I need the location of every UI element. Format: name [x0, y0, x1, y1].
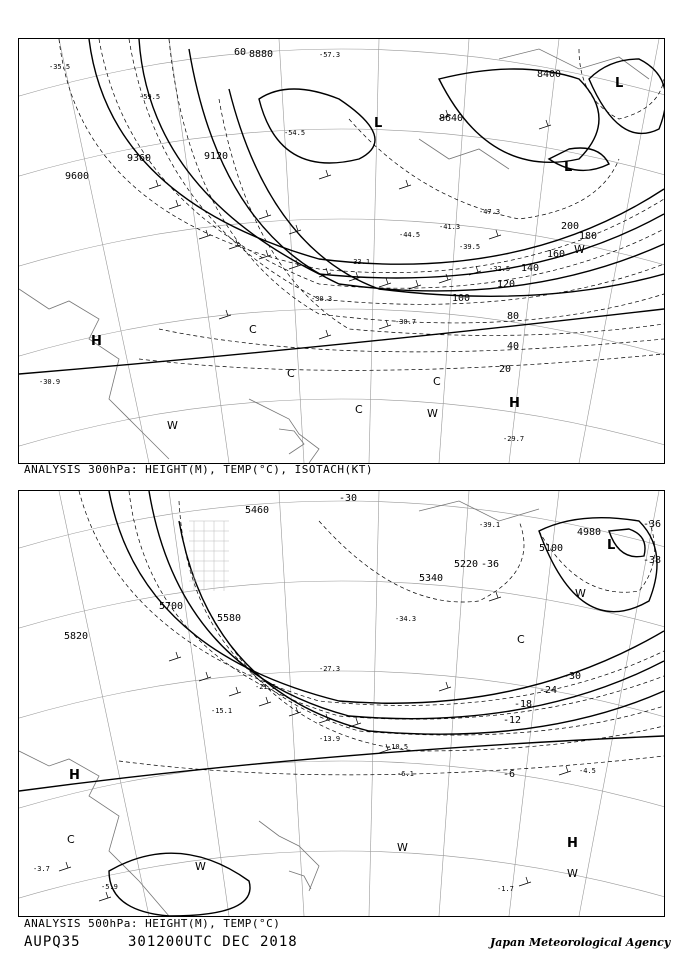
high-center: H: [91, 334, 102, 349]
height-label-5340: 5340: [419, 573, 444, 584]
height-label-5820: 5820: [64, 631, 89, 642]
station-temp: -1.7: [497, 885, 514, 893]
station-temp: -32.5: [489, 265, 511, 273]
station-temp: -4.5: [579, 767, 596, 775]
caption-500hpa: ANALYSIS 500hPa: HEIGHT(M), TEMP(°C): [24, 917, 281, 930]
station-temp: -13.9: [319, 735, 341, 743]
warm-marker: W: [195, 860, 206, 873]
warm-marker: W: [427, 407, 438, 420]
height-label-8880: 8880: [249, 49, 274, 60]
isotach-label-200: 200: [561, 221, 580, 232]
station-temp: -39.1: [479, 521, 501, 529]
low-center: L: [374, 116, 383, 131]
station-temp: -44.5: [399, 231, 421, 239]
map-300hpa: [18, 38, 665, 464]
cold-marker: C: [433, 375, 441, 388]
map-500hpa-canvas: [19, 491, 664, 916]
station-temp: -57.3: [319, 51, 341, 59]
cold-marker: C: [355, 403, 363, 416]
low-center: L: [607, 538, 616, 553]
station-temp: -21.5: [255, 683, 277, 691]
height-label-9600: 9600: [65, 171, 90, 182]
isotach-label-140: 140: [521, 263, 540, 274]
height-label-5220: 5220: [454, 559, 479, 570]
warm-marker: W: [575, 587, 586, 600]
map-300hpa-canvas: [19, 39, 664, 463]
cold-marker: C: [287, 367, 295, 380]
warm-marker: W: [574, 243, 585, 256]
isotherm-label: -30: [563, 671, 582, 682]
valid-time: 301200UTC DEC 2018: [128, 934, 298, 950]
height-label-5580: 5580: [217, 613, 242, 624]
isotachs: [59, 39, 664, 370]
agency-name: Japan Meteorological Agency: [490, 936, 671, 949]
isotach-label-40: 40: [507, 341, 520, 352]
height-label-9120: 9120: [204, 151, 229, 162]
product-id: AUPQ35: [24, 934, 81, 950]
cold-marker: C: [249, 323, 257, 336]
station-temp: -54.5: [284, 129, 306, 137]
low-center: L: [564, 160, 573, 175]
station-temp: -34.3: [395, 615, 417, 623]
station-temp: -39.5: [459, 243, 481, 251]
isotach-label-80: 80: [507, 311, 520, 322]
height-contours: [19, 39, 664, 374]
isotach-label-60: 60: [234, 47, 247, 58]
station-temp: -29.7: [503, 435, 525, 443]
high-center: H: [69, 768, 80, 783]
station-temp: -35.5: [49, 63, 71, 71]
low-center: L: [615, 76, 624, 91]
station-temp: -3.7: [33, 865, 50, 873]
height-contours: [19, 491, 664, 916]
high-center: H: [567, 836, 578, 851]
graticule: [19, 39, 664, 463]
warm-marker: W: [167, 419, 178, 432]
isotherm-label: -38: [643, 555, 662, 566]
isotherm-label: -36: [481, 559, 500, 570]
map-500hpa: [18, 490, 665, 917]
isotherm-label: -12: [503, 715, 522, 726]
isotach-label-20: 20: [499, 364, 512, 375]
station-temp: -5.9: [101, 883, 118, 891]
isotherm-label: -6: [503, 769, 516, 780]
isotherm-label: -36: [643, 519, 662, 530]
station-temp: -41.3: [439, 223, 461, 231]
isotherm-label: -18: [514, 699, 533, 710]
height-label-5100: 5100: [539, 543, 564, 554]
cold-marker: C: [67, 833, 75, 846]
isotherm-label: -30: [339, 493, 358, 504]
isotach-label-120: 120: [497, 279, 516, 290]
height-label-5700: 5700: [159, 601, 184, 612]
high-center: H: [509, 396, 520, 411]
height-label-4980: 4980: [577, 527, 602, 538]
station-temp: -33.1: [349, 258, 371, 266]
station-temp: -30.9: [39, 378, 61, 386]
isotach-label-180: 180: [579, 231, 598, 242]
station-temp: -59.5: [139, 93, 161, 101]
cold-marker: C: [517, 633, 525, 646]
isotach-label-100: 100: [452, 293, 471, 304]
isotherm-label: -24: [539, 685, 558, 696]
station-temp: -47.3: [479, 208, 501, 216]
height-label-5460: 5460: [245, 505, 270, 516]
isotach-label-160: 160: [547, 249, 566, 260]
graticule: [19, 491, 664, 916]
height-label-8640: 8640: [439, 113, 464, 124]
caption-300hpa: ANALYSIS 300hPa: HEIGHT(M), TEMP(°C), ISOTACH(KT): [24, 463, 374, 476]
station-temp: -6.1: [397, 770, 414, 778]
station-temp: -30.7: [395, 318, 417, 326]
height-label-9360: 9360: [127, 153, 152, 164]
station-temp: -27.3: [319, 665, 341, 673]
warm-marker: W: [567, 867, 578, 880]
height-label-8400: 8400: [537, 69, 562, 80]
station-temp: -15.1: [211, 707, 233, 715]
station-temp: -10.5: [387, 743, 409, 751]
station-temp: -30.3: [311, 295, 333, 303]
warm-marker: W: [397, 841, 408, 854]
